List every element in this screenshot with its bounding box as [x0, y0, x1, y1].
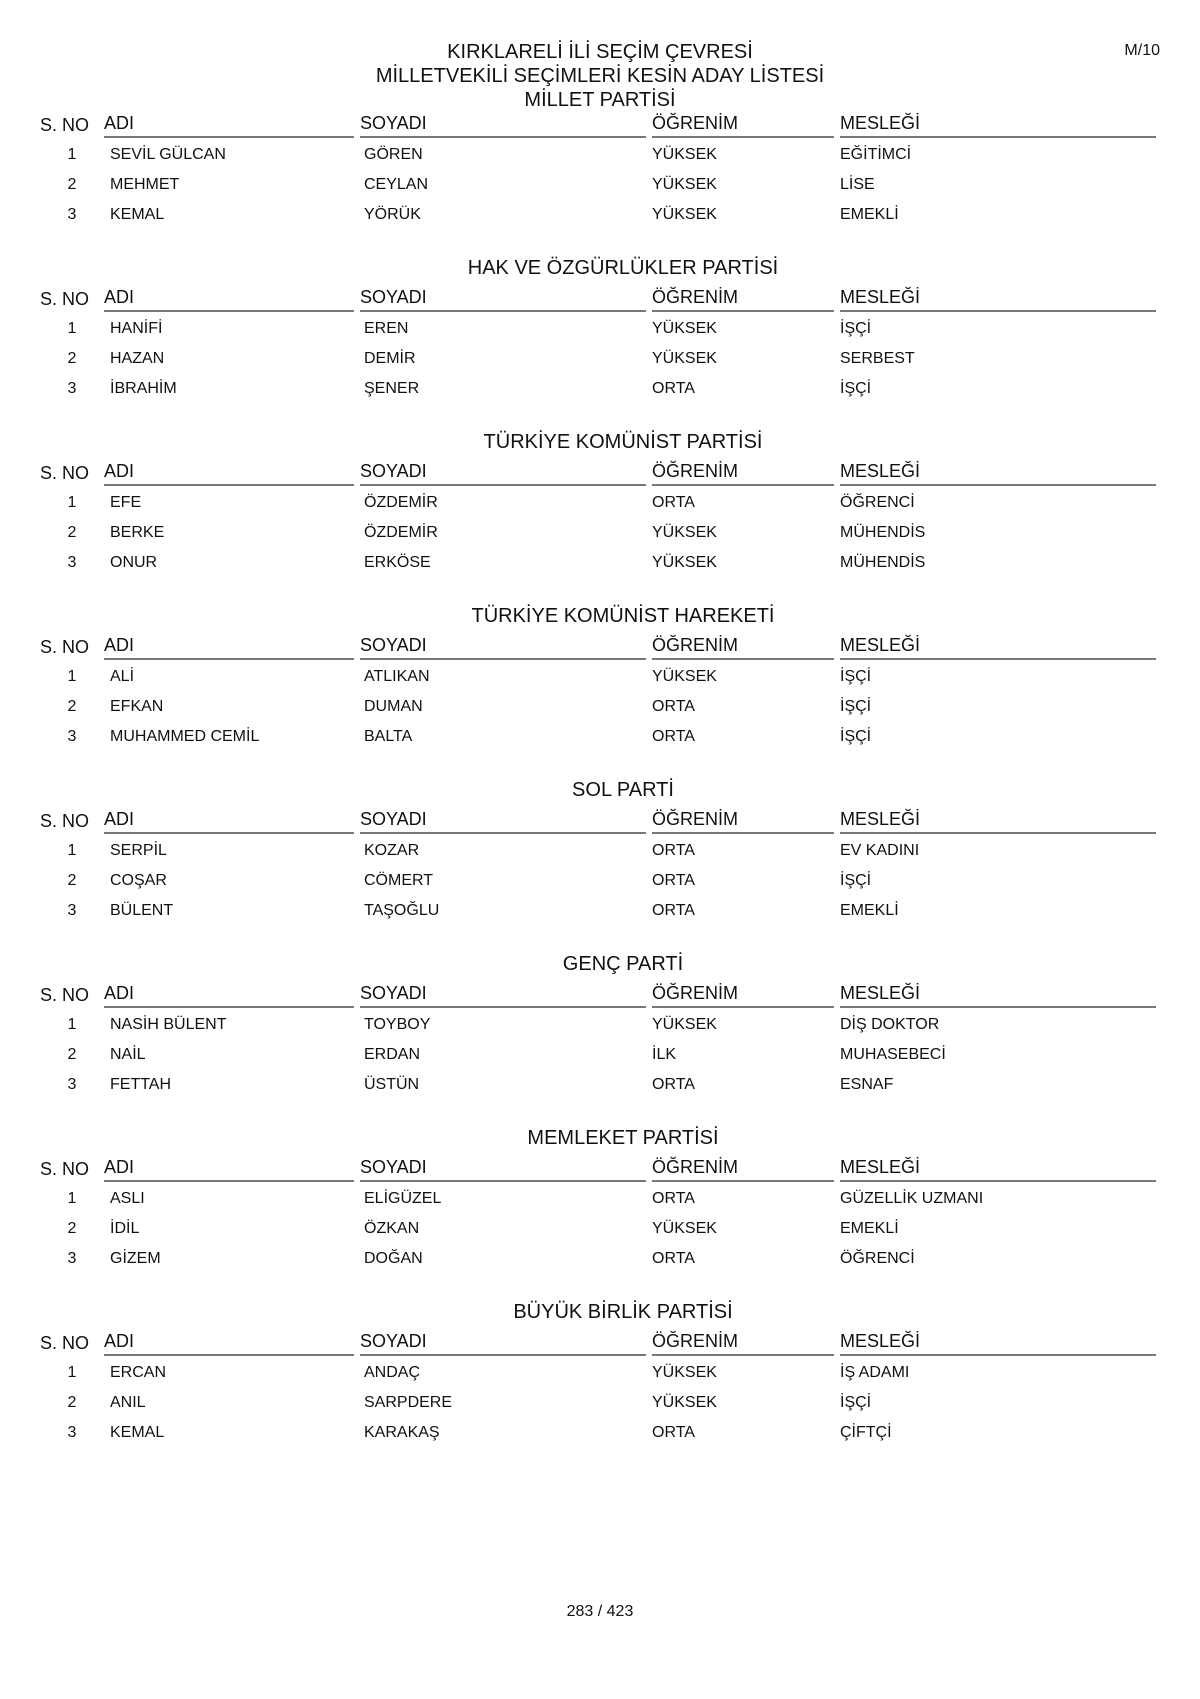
candidate-number: 2: [67, 1046, 77, 1063]
column-header-education: ÖĞRENİM: [652, 461, 834, 486]
column-header-surname: SOYADI: [360, 1157, 646, 1182]
candidate-name: EFE: [110, 494, 142, 511]
candidate-number: 1: [67, 146, 77, 163]
column-header-name: ADI: [104, 635, 354, 660]
column-header-name: ADI: [104, 1331, 354, 1356]
candidate-surname: ERKÖSE: [364, 554, 431, 571]
table-header: [40, 808, 1168, 834]
candidate-occupation: EV KADINI: [840, 842, 920, 859]
candidate-education: YÜKSEK: [652, 176, 717, 193]
column-header-occupation: MESLEĞİ: [840, 635, 1156, 660]
table-row: [40, 314, 1168, 344]
candidate-education: ORTA: [652, 1190, 695, 1207]
party-section: [40, 112, 1168, 248]
candidate-occupation: İŞÇİ: [840, 698, 872, 715]
table-row: [40, 722, 1168, 752]
column-header-occupation: MESLEĞİ: [840, 1157, 1156, 1182]
party-title: MEMLEKET PARTİSİ: [527, 1127, 719, 1149]
candidate-occupation: İŞÇİ: [840, 668, 872, 685]
column-header-no: S. NO: [40, 1159, 90, 1179]
candidate-surname: ÖZDEMİR: [364, 524, 438, 541]
party-title: SOL PARTİ: [572, 779, 674, 801]
table-row: [40, 1010, 1168, 1040]
candidate-occupation: ÖĞRENCİ: [840, 1250, 915, 1267]
candidate-surname: ATLIKAN: [364, 668, 430, 685]
candidate-surname: ÜSTÜN: [364, 1076, 420, 1093]
table-row: [40, 200, 1168, 230]
candidate-name: SEVİL GÜLCAN: [110, 146, 226, 163]
candidate-list: [40, 138, 1168, 248]
candidate-name: NASİH BÜLENT: [110, 1016, 227, 1033]
candidate-occupation: ÖĞRENCİ: [840, 494, 915, 511]
column-header-surname: SOYADI: [360, 1331, 646, 1356]
column-header-name: ADI: [104, 1157, 354, 1182]
party-section: [40, 596, 1168, 770]
candidate-number: 1: [67, 1016, 77, 1033]
candidate-number: 1: [67, 842, 77, 859]
candidate-number: 1: [67, 1190, 77, 1207]
candidate-name: BERKE: [110, 524, 165, 541]
candidate-occupation: İŞ ADAMI: [840, 1364, 910, 1381]
column-header-no: S. NO: [40, 1333, 90, 1353]
column-header-no: S. NO: [40, 985, 90, 1005]
candidate-surname: TOYBOY: [364, 1016, 431, 1033]
candidate-number: 2: [67, 176, 77, 193]
candidate-occupation: İŞÇİ: [840, 320, 872, 337]
candidate-occupation: EMEKLİ: [840, 1220, 899, 1237]
candidate-name: ASLI: [110, 1190, 145, 1207]
party-section: [40, 944, 1168, 1118]
column-header-education: ÖĞRENİM: [652, 1157, 834, 1182]
candidate-list: [40, 834, 1168, 944]
column-header-occupation: MESLEĞİ: [840, 461, 1156, 486]
party-title: TÜRKİYE KOMÜNİST HAREKETİ: [471, 605, 775, 627]
column-header-surname: SOYADI: [360, 113, 646, 138]
header-line-first-party: MİLLET PARTİSİ: [524, 89, 676, 111]
party-title: HAK VE ÖZGÜRLÜKLER PARTİSİ: [467, 257, 779, 279]
column-header-surname: SOYADI: [360, 287, 646, 312]
candidate-number: 2: [67, 698, 77, 715]
column-header-education: ÖĞRENİM: [652, 1331, 834, 1356]
candidate-occupation: MÜHENDİS: [840, 554, 926, 571]
table-header: [40, 460, 1168, 486]
party-section: [40, 770, 1168, 944]
candidate-name: İBRAHİM: [110, 380, 177, 397]
candidate-occupation: EMEKLİ: [840, 902, 899, 919]
candidate-occupation: MÜHENDİS: [840, 524, 926, 541]
candidate-list: [40, 486, 1168, 596]
candidate-education: ORTA: [652, 494, 695, 511]
candidate-education: YÜKSEK: [652, 146, 717, 163]
column-header-occupation: MESLEĞİ: [840, 287, 1156, 312]
table-row: [40, 1070, 1168, 1100]
header-line-province: KIRKLARELİ İLİ SEÇİM ÇEVRESİ: [447, 41, 753, 63]
table-row: [40, 140, 1168, 170]
candidate-name: KEMAL: [110, 1424, 165, 1441]
table-row: [40, 1244, 1168, 1274]
column-header-surname: SOYADI: [360, 809, 646, 834]
candidate-education: ORTA: [652, 872, 695, 889]
table-row: [40, 488, 1168, 518]
candidate-education: ORTA: [652, 698, 695, 715]
candidate-occupation: SERBEST: [840, 350, 915, 367]
column-header-no: S. NO: [40, 463, 90, 483]
candidate-number: 2: [67, 1394, 77, 1411]
candidate-surname: GÖREN: [364, 146, 423, 163]
party-title: GENÇ PARTİ: [562, 953, 684, 975]
column-header-education: ÖĞRENİM: [652, 113, 834, 138]
table-header: [40, 634, 1168, 660]
candidate-number: 3: [67, 206, 77, 223]
table-row: [40, 1418, 1168, 1448]
party-section: [40, 1118, 1168, 1292]
candidate-number: 2: [67, 524, 77, 541]
candidate-education: YÜKSEK: [652, 206, 717, 223]
table-row: [40, 344, 1168, 374]
column-header-name: ADI: [104, 983, 354, 1008]
candidate-education: YÜKSEK: [652, 554, 717, 571]
candidate-name: SERPİL: [110, 842, 167, 859]
candidate-education: ORTA: [652, 1250, 695, 1267]
candidate-list: [40, 1008, 1168, 1118]
candidate-education: ORTA: [652, 1424, 695, 1441]
table-row: [40, 866, 1168, 896]
candidate-surname: DEMİR: [364, 350, 416, 367]
candidate-occupation: İŞÇİ: [840, 380, 872, 397]
candidate-occupation: İŞÇİ: [840, 872, 872, 889]
candidate-occupation: İŞÇİ: [840, 1394, 872, 1411]
candidate-number: 1: [67, 320, 77, 337]
party-title: BÜYÜK BİRLİK PARTİSİ: [513, 1301, 733, 1323]
candidate-surname: ŞENER: [364, 380, 420, 397]
table-row: [40, 836, 1168, 866]
candidate-surname: YÖRÜK: [364, 206, 421, 223]
candidate-name: ONUR: [110, 554, 158, 571]
header-line-list-title: MİLLETVEKİLİ SEÇİMLERİ KESİN ADAY LİSTESİ: [375, 65, 825, 87]
candidate-education: YÜKSEK: [652, 350, 717, 367]
table-row: [40, 374, 1168, 404]
candidate-occupation: ESNAF: [840, 1076, 894, 1093]
candidate-number: 3: [67, 728, 77, 745]
table-header: [40, 112, 1168, 138]
document-header: [0, 40, 1200, 112]
candidate-list: [40, 660, 1168, 770]
candidate-occupation: MUHASEBECİ: [840, 1046, 946, 1063]
candidate-number: 1: [67, 1364, 77, 1381]
party-section: [40, 248, 1168, 422]
candidate-list: [40, 1182, 1168, 1292]
table-row: [40, 1358, 1168, 1388]
candidate-number: 3: [67, 380, 77, 397]
column-header-name: ADI: [104, 809, 354, 834]
candidate-name: BÜLENT: [110, 902, 174, 919]
candidate-number: 3: [67, 1076, 77, 1093]
candidate-name: İDİL: [110, 1220, 140, 1237]
column-header-surname: SOYADI: [360, 983, 646, 1008]
candidate-surname: TAŞOĞLU: [364, 902, 440, 919]
candidate-number: 2: [67, 350, 77, 367]
candidate-surname: ANDAÇ: [364, 1364, 421, 1381]
candidate-surname: ÖZKAN: [364, 1220, 420, 1237]
candidate-education: YÜKSEK: [652, 1364, 717, 1381]
candidate-name: COŞAR: [110, 872, 167, 889]
candidate-list: [40, 312, 1168, 422]
page-code: M/10: [1124, 42, 1160, 59]
candidate-name: ERCAN: [110, 1364, 167, 1381]
column-header-surname: SOYADI: [360, 635, 646, 660]
column-header-name: ADI: [104, 113, 354, 138]
candidate-occupation: EĞİTİMCİ: [840, 146, 912, 163]
candidate-education: YÜKSEK: [652, 524, 717, 541]
candidate-number: 2: [67, 1220, 77, 1237]
table-row: [40, 170, 1168, 200]
candidate-education: ORTA: [652, 902, 695, 919]
candidate-occupation: LİSE: [840, 176, 875, 193]
candidate-occupation: İŞÇİ: [840, 728, 872, 745]
candidate-number: 3: [67, 554, 77, 571]
column-header-no: S. NO: [40, 637, 90, 657]
column-header-occupation: MESLEĞİ: [840, 113, 1156, 138]
column-header-no: S. NO: [40, 289, 90, 309]
candidate-name: HANİFİ: [110, 320, 163, 337]
candidate-name: NAİL: [110, 1046, 146, 1063]
column-header-occupation: MESLEĞİ: [840, 1331, 1156, 1356]
candidate-surname: KOZAR: [364, 842, 420, 859]
table-header: [40, 982, 1168, 1008]
table-row: [40, 548, 1168, 578]
candidate-name: GİZEM: [110, 1250, 161, 1267]
table-row: [40, 1214, 1168, 1244]
candidate-education: ORTA: [652, 380, 695, 397]
table-row: [40, 1184, 1168, 1214]
column-header-education: ÖĞRENİM: [652, 287, 834, 312]
candidate-surname: SARPDERE: [364, 1394, 453, 1411]
column-header-occupation: MESLEĞİ: [840, 983, 1156, 1008]
candidate-surname: ERDAN: [364, 1046, 421, 1063]
candidate-name: ANIL: [110, 1394, 146, 1411]
candidate-name: KEMAL: [110, 206, 165, 223]
candidate-education: YÜKSEK: [652, 668, 717, 685]
candidate-occupation: EMEKLİ: [840, 206, 899, 223]
candidate-education: YÜKSEK: [652, 1016, 717, 1033]
column-header-education: ÖĞRENİM: [652, 809, 834, 834]
candidate-surname: DUMAN: [364, 698, 423, 715]
table-header: [40, 286, 1168, 312]
candidate-name: HAZAN: [110, 350, 165, 367]
table-row: [40, 518, 1168, 548]
page-number: 283 / 423: [566, 1603, 634, 1620]
column-header-education: ÖĞRENİM: [652, 635, 834, 660]
table-header: [40, 1330, 1168, 1356]
table-row: [40, 662, 1168, 692]
candidate-surname: BALTA: [364, 728, 413, 745]
candidate-name: MUHAMMED CEMİL: [110, 728, 260, 745]
table-header: [40, 1156, 1168, 1182]
table-row: [40, 896, 1168, 926]
column-header-name: ADI: [104, 287, 354, 312]
candidate-occupation: GÜZELLİK UZMANI: [840, 1190, 984, 1207]
candidate-surname: ÖZDEMİR: [364, 494, 438, 511]
candidate-number: 2: [67, 872, 77, 889]
table-row: [40, 692, 1168, 722]
candidate-number: 3: [67, 1424, 77, 1441]
candidate-surname: KARAKAŞ: [364, 1424, 440, 1441]
candidate-surname: CÖMERT: [364, 872, 434, 889]
candidate-name: ALİ: [110, 668, 135, 685]
candidate-name: MEHMET: [110, 176, 180, 193]
table-row: [40, 1040, 1168, 1070]
column-header-name: ADI: [104, 461, 354, 486]
table-row: [40, 1388, 1168, 1418]
candidate-surname: CEYLAN: [364, 176, 429, 193]
candidate-number: 1: [67, 668, 77, 685]
party-section: [40, 1292, 1168, 1466]
candidate-education: ORTA: [652, 1076, 695, 1093]
column-header-no: S. NO: [40, 115, 90, 135]
candidate-name: FETTAH: [110, 1076, 172, 1093]
candidate-education: YÜKSEK: [652, 1394, 717, 1411]
candidate-occupation: DİŞ DOKTOR: [840, 1016, 940, 1033]
candidate-surname: EREN: [364, 320, 409, 337]
candidate-number: 1: [67, 494, 77, 511]
party-section: [40, 422, 1168, 596]
candidate-education: YÜKSEK: [652, 1220, 717, 1237]
candidate-surname: ELİGÜZEL: [364, 1190, 442, 1207]
candidate-name: EFKAN: [110, 698, 164, 715]
column-header-surname: SOYADI: [360, 461, 646, 486]
candidate-occupation: ÇİFTÇİ: [840, 1424, 892, 1441]
candidate-list: [40, 1356, 1168, 1466]
party-sections: [40, 112, 1168, 1466]
candidate-number: 3: [67, 1250, 77, 1267]
candidate-surname: DOĞAN: [364, 1250, 423, 1267]
party-title: TÜRKİYE KOMÜNİST PARTİSİ: [483, 431, 763, 453]
candidate-education: YÜKSEK: [652, 320, 717, 337]
column-header-occupation: MESLEĞİ: [840, 809, 1156, 834]
candidate-education: İLK: [652, 1046, 677, 1063]
candidate-education: ORTA: [652, 842, 695, 859]
candidate-education: ORTA: [652, 728, 695, 745]
candidate-number: 3: [67, 902, 77, 919]
column-header-no: S. NO: [40, 811, 90, 831]
column-header-education: ÖĞRENİM: [652, 983, 834, 1008]
